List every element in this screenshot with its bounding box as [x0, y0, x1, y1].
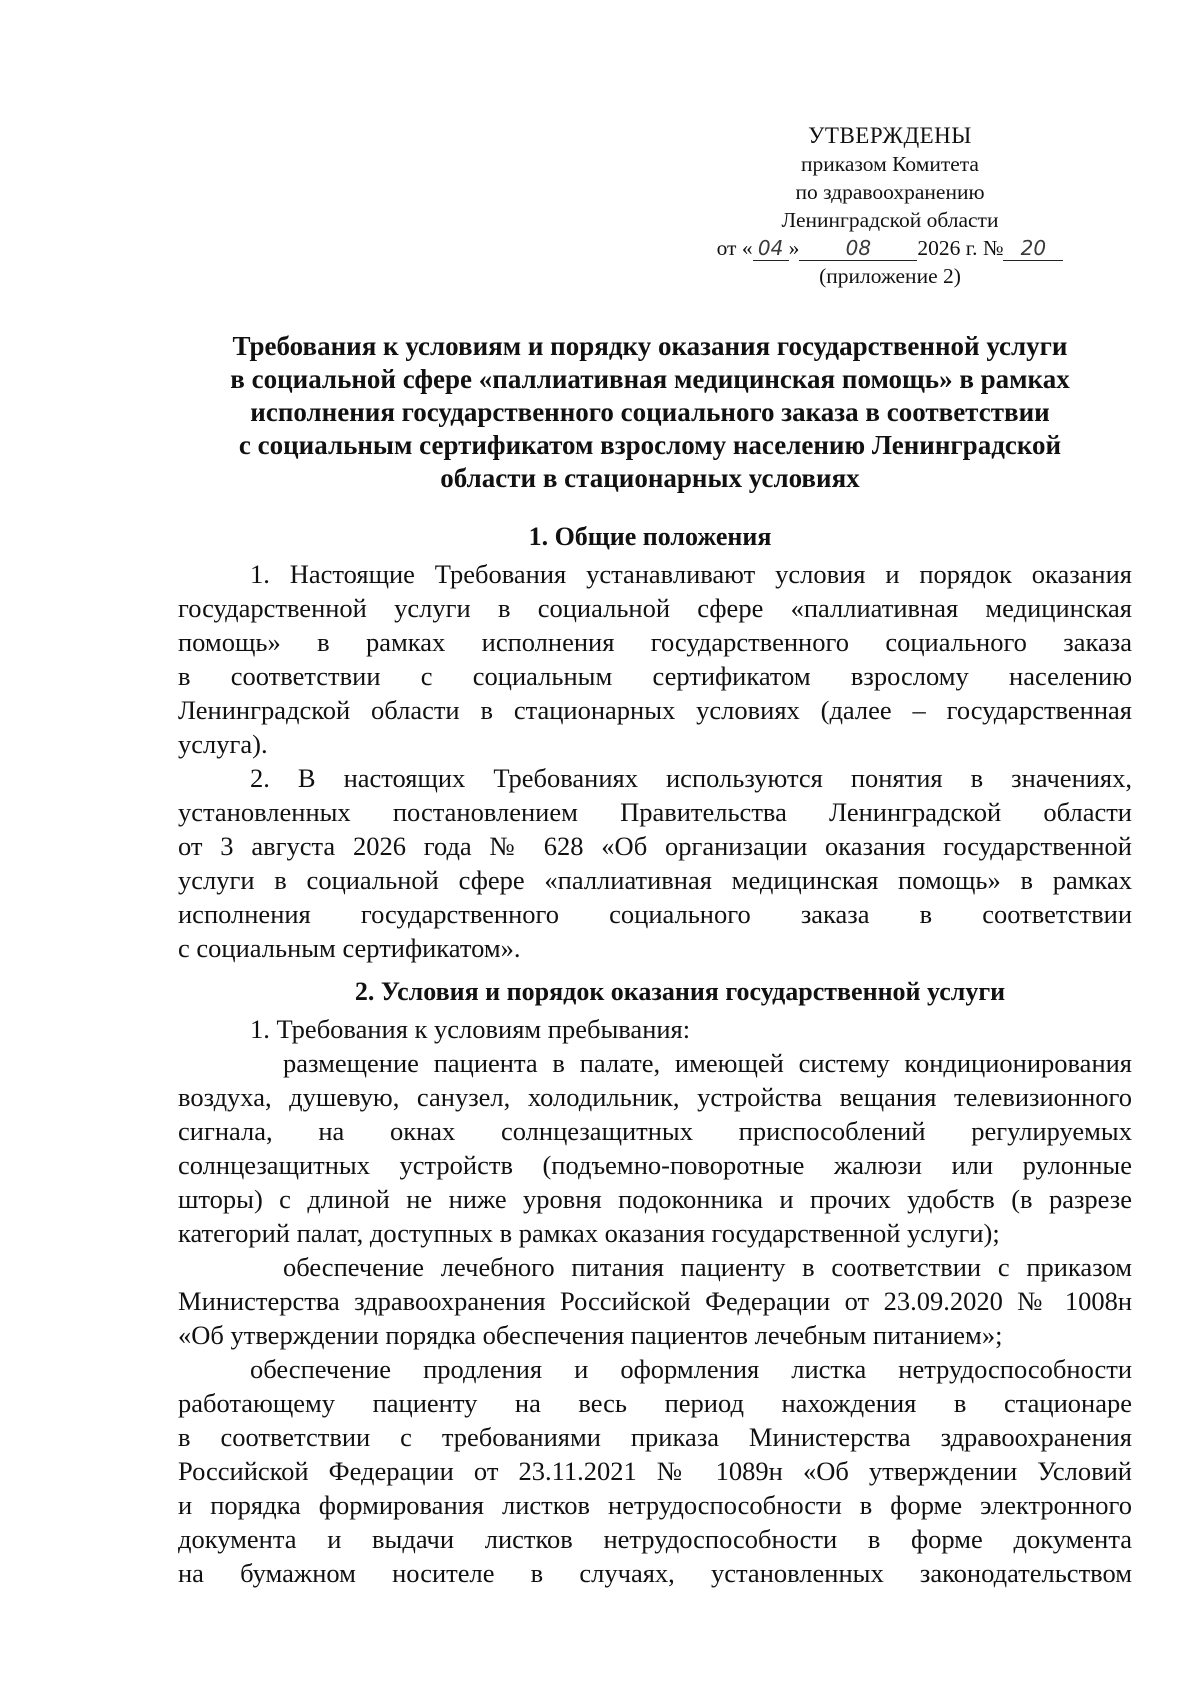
paragraph-line: работающему пациенту на весь период нахождения в стационаре — [178, 1388, 1132, 1418]
paragraph-line: с социальным сертификатом». — [178, 933, 521, 963]
paragraph-line: категорий палат, доступных в рамках оказания государственной услуги); — [178, 1218, 1000, 1248]
appendix-label: (приложение 2) — [819, 264, 961, 288]
year-text: 2026 г. № — [917, 236, 1004, 260]
paragraph-line: услуги в социальной сфере «паллиативная медицинская помощь» в рамках — [178, 865, 1132, 895]
paragraph-line: в соответствии с социальным сертификатом взрослому населению — [178, 661, 1132, 691]
title-line: в социальной сфере «паллиативная медицинская помощь» в рамках — [230, 364, 1070, 394]
title-line: исполнения государственного социального заказа в соответствии — [250, 397, 1050, 427]
paragraph-line: обеспечение лечебного питания пациенту в соответствии с приказом — [283, 1252, 1132, 1282]
approval-line: приказом Комитета — [801, 152, 979, 176]
paragraph-line: Российской Федерации от 23.11.2021 № 1089н «Об утверждении Условий — [178, 1456, 1132, 1486]
paragraph-line: исполнения государственного социального заказа в соответствии — [178, 899, 1132, 929]
paragraph-line: установленных постановлением Правительства Ленинградской области — [178, 797, 1132, 827]
section-2-heading: 2. Условия и порядок оказания государственной услуги — [354, 977, 1006, 1006]
handwritten-month: 08 — [799, 236, 917, 261]
date-close-quote: » — [788, 236, 800, 260]
paragraph-line: государственной услуги в социальной сфере «паллиативная медицинская — [178, 593, 1132, 623]
paragraph-line: документа и выдачи листков нетрудоспособности в форме документа — [178, 1524, 1132, 1554]
paragraph-line: от 3 августа 2026 года № 628 «Об организации оказания государственной — [178, 831, 1132, 861]
title-line: области в стационарных условиях — [440, 463, 860, 493]
paragraph-line: «Об утверждении порядка обеспечения пациентов лечебным питанием»; — [178, 1320, 1003, 1350]
handwritten-number: 20 — [1003, 236, 1063, 261]
title-line: с социальным сертификатом взрослому населению Ленинградской — [238, 430, 1062, 460]
paragraph-line: сигнала, на окнах солнцезащитных приспособлений регулируемых — [178, 1116, 1132, 1146]
paragraph-line: помощь» в рамках исполнения государственного социального заказа — [178, 627, 1132, 657]
paragraph-line: Министерства здравоохранения Российской Федерации от 23.09.2020 № 1008н — [178, 1286, 1132, 1316]
paragraph-line: и порядка формирования листков нетрудоспособности в форме электронного — [178, 1490, 1132, 1520]
approval-line: по здравоохранению — [795, 180, 985, 204]
paragraph-line: воздуха, душевую, санузел, холодильник, устройства вещания телевизионного — [178, 1082, 1132, 1112]
paragraph-line: солнцезащитных устройств (подъемно-поворотные жалюзи или рулонные — [178, 1150, 1132, 1180]
approval-heading: УТВЕРЖДЕНЫ — [808, 123, 972, 148]
paragraph-line: шторы) с длиной не ниже уровня подоконника и прочих удобств (в разрезе — [178, 1184, 1132, 1214]
paragraph-line: 2. В настоящих Требованиях используются понятия в значениях, — [250, 763, 1132, 793]
paragraph-line: размещение пациента в палате, имеющей систему кондиционирования — [283, 1048, 1132, 1078]
paragraph-line: 1. Настоящие Требования устанавливают условия и порядок оказания — [250, 559, 1132, 589]
paragraph-line: в соответствии с требованиями приказа Министерства здравоохранения — [178, 1422, 1132, 1452]
document-title — [170, 330, 1130, 495]
paragraph-line: 1. Требования к условиям пребывания: — [250, 1014, 691, 1044]
date-prefix: от « — [716, 236, 753, 260]
handwritten-day: 04 — [753, 236, 789, 261]
paragraph-line: на бумажном носителе в случаях, установленных законодательством — [178, 1558, 1132, 1588]
approval-line: Ленинградской области — [781, 208, 999, 232]
approval-stamp — [700, 122, 1080, 290]
paragraph-line: обеспечение продления и оформления листка нетрудоспособности — [250, 1354, 1132, 1384]
paragraph-line: услуга). — [178, 729, 268, 759]
section-1-heading: 1. Общие положения — [528, 522, 772, 551]
paragraph-line: Ленинградской области в стационарных условиях (далее – государственная — [178, 695, 1132, 725]
title-line: Требования к условиям и порядку оказания государственной услуги — [232, 331, 1068, 361]
approval-date-line — [700, 234, 1080, 262]
